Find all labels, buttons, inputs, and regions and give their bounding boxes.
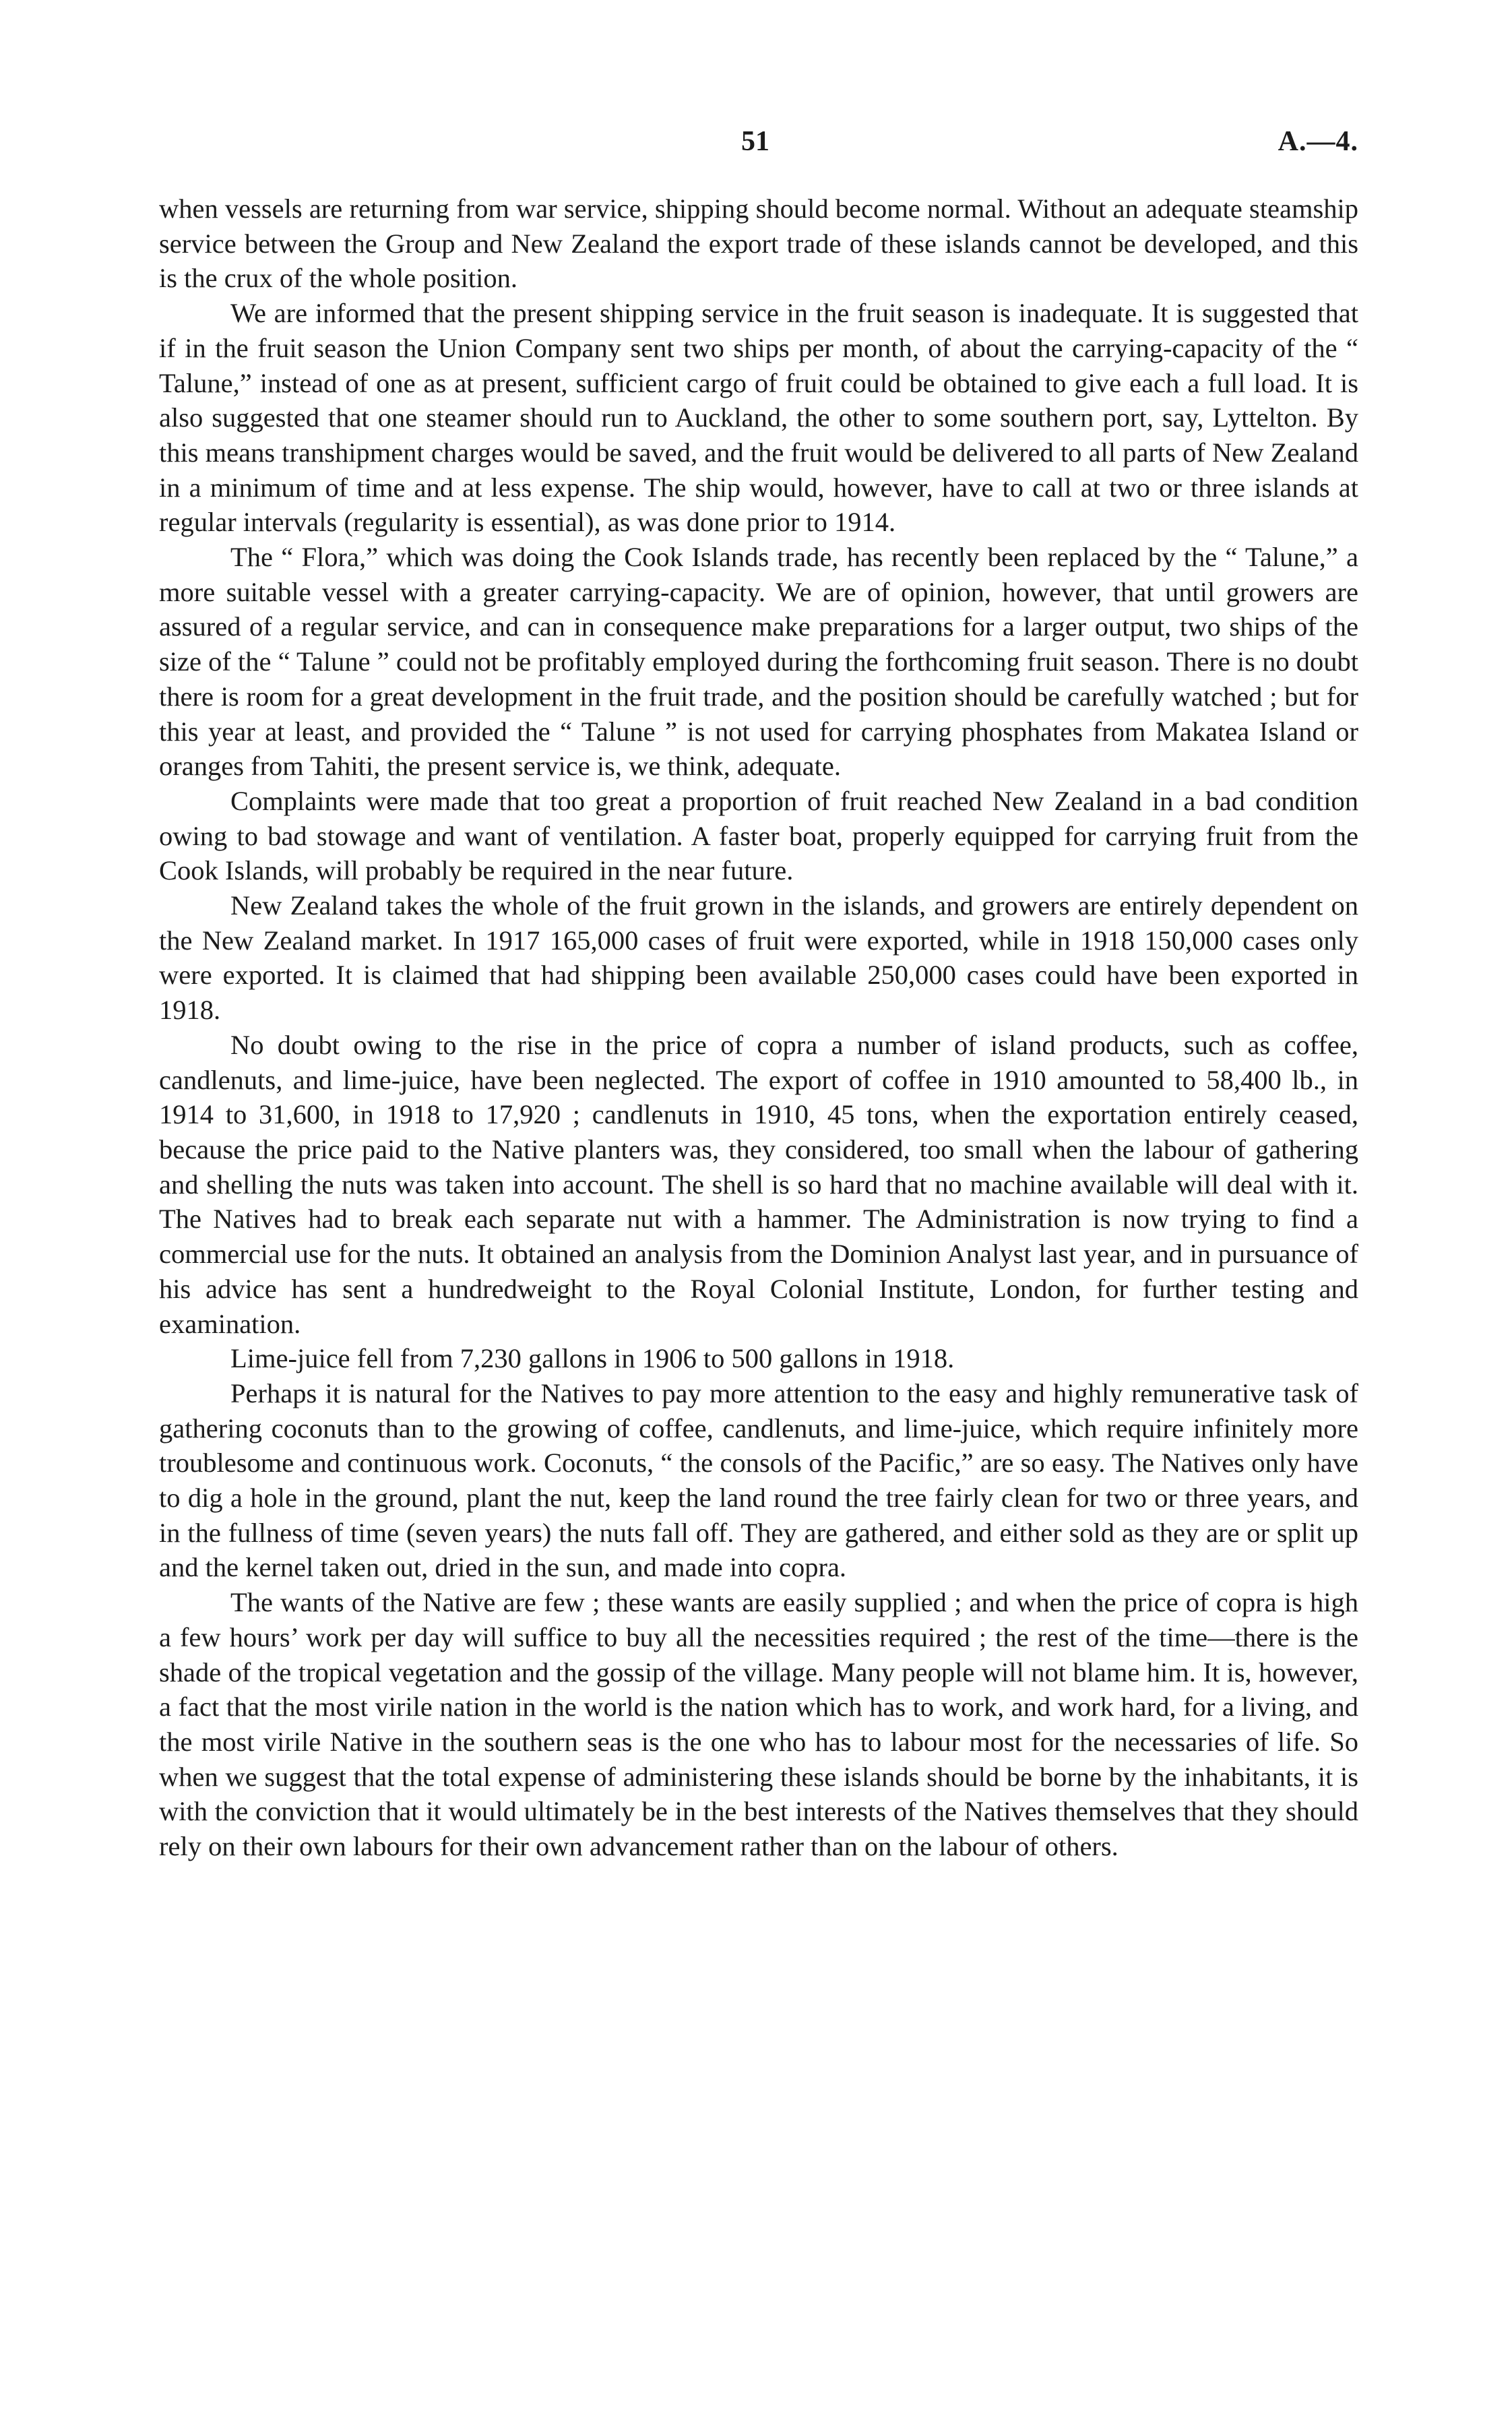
paragraph: when vessels are returning from war service, shipping should become normal. Without an adequate steamship service between the Group and New Zealand the export trade of these islands cannot be developed, and this is the crux of the whole position.: [159, 193, 1358, 294]
paragraph: Complaints were made that too great a proportion of fruit reached New Zealand in a bad condition owing to bad stowage and want of ventilation. A faster boat, properly equipped for carrying fruit from the Cook Islands, will probably be required in the near future.: [159, 785, 1358, 886]
paragraph: The “ Flora,” which was doing the Cook Islands trade, has recently been replaced by the “ Talune,” a more suitable vessel with a greater carrying-capacity. We are of opinion, however, that until growers are assured of a regular service, and can in consequence make preparations for a larger output, two ships of the size of the “ Talune ” could not be profitably employed during the forthcoming fruit season. There is no doubt there is room for a great development in the fruit trade, and the position should be carefully watched ; but for this year at least, and provided the “ Talune ” is not used for carrying phosphates from Makatea Island or oranges from Tahiti, the present service is, we think, adequate.: [159, 542, 1358, 782]
paragraph: No doubt owing to the rise in the price of copra a number of island products, such as coffee, candlenuts, and lime-juice, have been neglected. The export of coffee in 1910 amounted to 58,400 lb., in 1914 to 31,600, in 1918 to 17,920 ; candlenuts in 1910, 45 tons, when the exportation entirely ceased, because the price paid to the Native planters was, they considered, too small when the labour of gathering and shelling the nuts was taken into account. The shell is so hard that no machine available will deal with it. The Natives had to break each separate nut with a hammer. The Administration is now trying to find a commercial use for the nuts. It obtained an analysis from the Dominion Analyst last year, and in pursuance of his advice has sent a hundredweight to the Royal Colonial Institute, London, for further testing and examination.: [159, 1029, 1358, 1339]
document-reference: A.—4.: [1278, 126, 1358, 157]
page-header: [0, 125, 1512, 166]
paragraph: Perhaps it is natural for the Natives to pay more attention to the easy and highly remunerative task of gathering coconuts than to the growing of coffee, candlenuts, and lime-juice, which require infinitely more troublesome and continuous work. Coconuts, “ the consols of the Pacific,” are so easy. The Natives only have to dig a hole in the ground, plant the nut, keep the land round the tree fairly clean for two or three years, and in the fullness of time (seven years) the nuts fall off. They are gathered, and either sold as they are or split up and the kernel taken out, dried in the sun, and made into copra.: [159, 1377, 1358, 1583]
body-text: [159, 191, 1358, 1864]
paragraph: We are informed that the present shipping service in the fruit season is inadequate. It is suggested that if in the fruit season the Union Company sent two ships per month, of about the carrying-capacity of the “ Talune,” instead of one as at present, sufficient cargo of fruit could be obtained to give each a full load. It is also suggested that one steamer should run to Auckland, the other to some southern port, say, Lyttelton. By this means transhipment charges would be saved, and the fruit would be delivered to all parts of New Zealand in a minimum of time and at less expense. The ship would, however, have to call at two or three islands at regular intervals (regularity is essential), as was done prior to 1914.: [159, 298, 1358, 538]
paragraph: Lime-juice fell from 7,230 gallons in 1906 to 500 gallons in 1918.: [230, 1343, 955, 1374]
paragraph: The wants of the Native are few ; these wants are easily supplied ; and when the price of copra is high a few hours’ work per day will suffice to buy all the necessities required ; the rest of the time—there is the shade of the tropical vegetation and the gossip of the village. Many people will not blame him. It is, however, a fact that the most virile nation in the world is the nation which has to work, and work hard, for a living, and the most virile Native in the southern seas is the one who has to labour most for the necessaries of life. So when we suggest that the total expense of administering these islands should be borne by the inhabitants, it is with the conviction that it would ultimately be in the best interests of the Natives themselves that they should rely on their own labours for their own advancement rather than on the labour of others.: [159, 1587, 1358, 1862]
paragraph: New Zealand takes the whole of the fruit grown in the islands, and growers are entirely dependent on the New Zealand market. In 1917 165,000 cases of fruit were exported, while in 1918 150,000 cases only were exported. It is claimed that had shipping been available 250,000 cases could have been exported in 1918.: [159, 890, 1358, 1026]
page-number: 51: [741, 126, 769, 157]
